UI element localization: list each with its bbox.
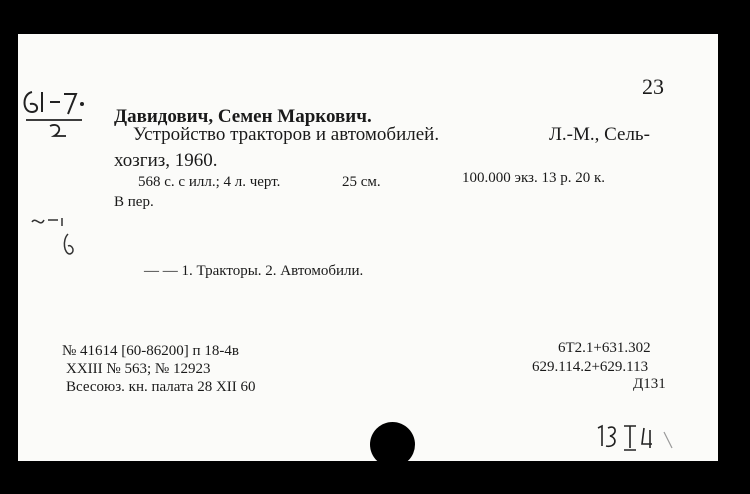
book-chamber: Всесоюз. кн. палата 28 XII 60 xyxy=(66,379,256,395)
catalog-card xyxy=(18,34,718,461)
book-size: 25 см. xyxy=(342,174,381,190)
handwritten-mark xyxy=(28,214,78,264)
page-count: 568 с. с илл.; 4 л. черт. xyxy=(138,174,281,190)
classification-2: 629.114.2+629.113 xyxy=(532,359,649,375)
card-number: 23 xyxy=(642,74,664,99)
handwritten-inventory xyxy=(592,420,702,456)
subject-headings: — — 1. Тракторы. 2. Автомобили. xyxy=(144,263,364,279)
handwritten-shelfmark xyxy=(18,84,108,154)
punch-hole xyxy=(370,422,415,467)
publisher-year: хозгиз, 1960. xyxy=(114,150,218,171)
book-title: Устройство тракторов и автомобилей. xyxy=(133,124,440,145)
classification-3: Д131 xyxy=(633,376,666,392)
record-ids: № 41614 [60-86200] п 18-4в xyxy=(62,343,239,359)
publication-place: Л.-М., Сель- xyxy=(549,124,650,145)
binding: В пер. xyxy=(114,194,154,210)
author-name: Давидович, Семен Маркович. xyxy=(114,106,372,127)
series-numbers: XXIII № 563; № 12923 xyxy=(66,361,211,377)
print-run-price: 100.000 экз. 13 р. 20 к. xyxy=(462,170,605,186)
classification-1: 6Т2.1+631.302 xyxy=(558,340,651,356)
